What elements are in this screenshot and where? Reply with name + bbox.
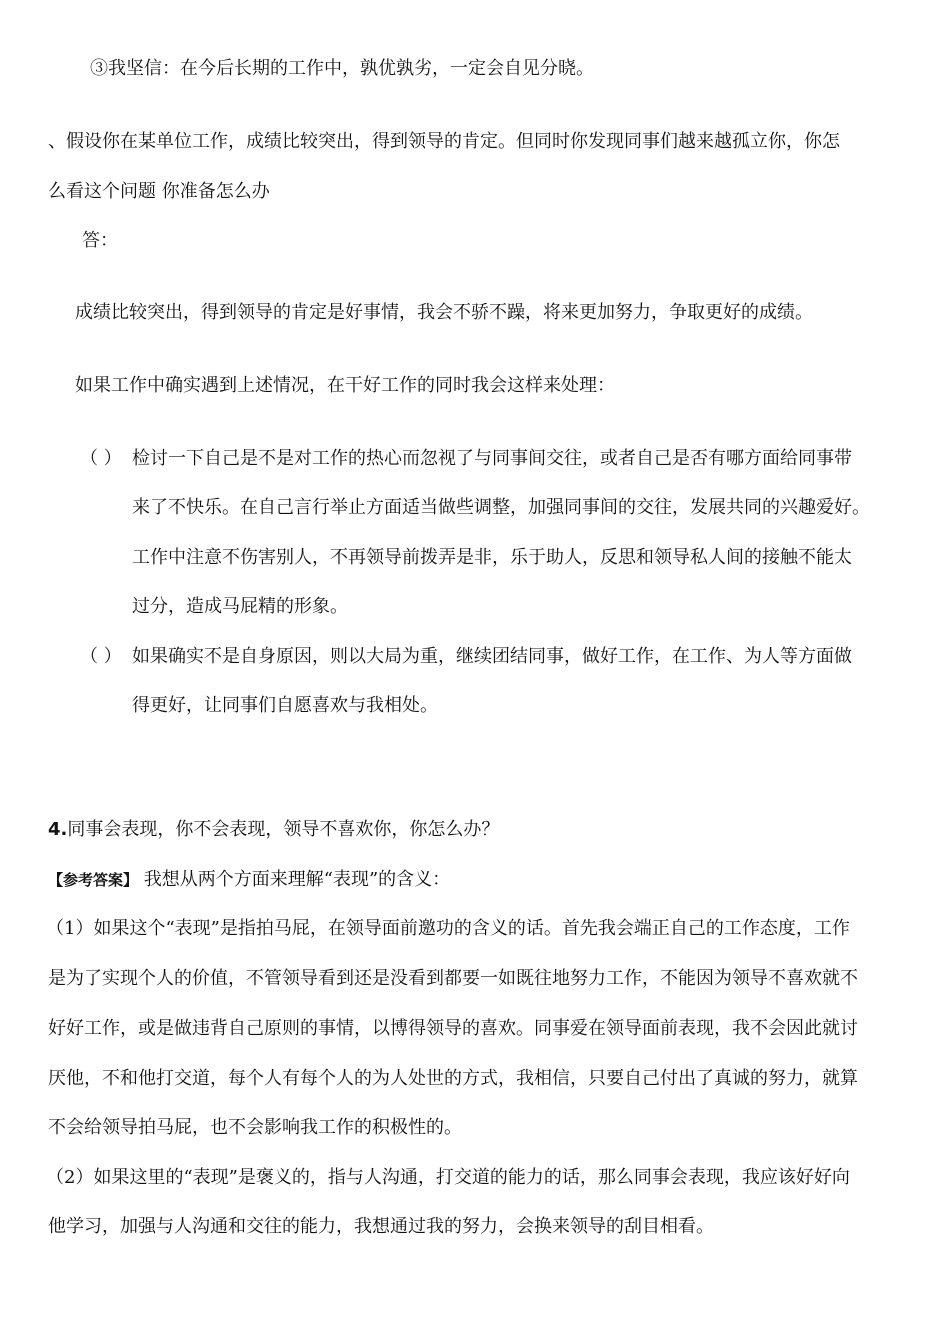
answer-label: 答： [82,230,118,251]
answer-1-line-5: 不会给领导拍马屁，也不会影响我工作的积极性的。 [48,1117,462,1138]
list-marker-1: （ ） [80,448,122,469]
question-3-line-1: 、假设你在某单位工作，成绩比较突出，得到领导的肯定。但同时你发现同事们越来越孤立你，你怎 [48,131,840,152]
question-4-text: 同事会表现，你不会表现，领导不喜欢你，你怎么办？ [67,819,500,840]
list-item-1-line-1: 检讨一下自己是不是对工作的热心而忽视了与同事间交往，或者自己是否有哪方面给同事带 [132,448,852,469]
list-item-2-line-1: 如果确实不是自身原因，则以大局为重，继续团结同事，做好工作，在工作、为人等方面做 [132,646,852,667]
list-item-1-line-3: 工作中注意不伤害别人，不再领导前拨弄是非，乐于助人，反思和领导私人间的接触不能太 [132,547,852,568]
answer-paragraph-2: 如果工作中确实遇到上述情况，在干好工作的同时我会这样来处理： [75,375,615,396]
answer-1-line-3: 好好工作，或是做违背自己原则的事情，以博得领导的喜欢。同事爱在领导面前表现，我不会因此就讨 [48,1018,858,1039]
reference-answer-label: 【参考答案】 [48,871,139,889]
answer-paragraph-1: 成绩比较突出，得到领导的肯定是好事情，我会不骄不躁，将来更加努力，争取更好的成绩。 [75,302,813,323]
answer-2-line-1: （2）如果这里的“表现”是褒义的，指与人沟通，打交道的能力的话，那么同事会表现，我应该好好向 [46,1167,850,1188]
list-item-2-line-2: 得更好，让同事们自愿喜欢与我相处。 [132,695,438,716]
answer-1-line-2: 是为了实现个人的价值，不管领导看到还是没看到都要一如既往地努力工作，不能因为领导不喜欢就不 [48,968,858,989]
list-item-1-line-2: 来了不快乐。在自己言行举止方面适当做些调整，加强同事间的交往，发展共同的兴趣爱好。 [132,497,870,518]
question-4 [48,818,499,842]
paragraph-line: ③我坚信：在今后长期的工作中，孰优孰劣，一定会自见分晓。 [90,58,594,79]
answer-1-line-1: （1）如果这个“表现”是指拍马屁，在领导面前邀功的含义的话。首先我会端正自己的工作态度，工作 [46,918,850,939]
answer-2-line-2: 他学习，加强与人沟通和交往的能力，我想通过我的努力，会换来领导的刮目相看。 [48,1216,714,1237]
reference-answer-intro [48,868,450,892]
question-3-line-2: 么看这个问题 你准备怎么办 [48,181,270,202]
list-marker-2: （ ） [80,646,122,667]
list-item-1-line-4: 过分，造成马屁精的形象。 [132,596,348,617]
answer-1-line-4: 厌他，不和他打交道，每个人有每个人的为人处世的方式，我相信，只要自己付出了真诚的努力，就算 [48,1068,858,1089]
reference-answer-text: 我想从两个方面来理解“表现”的含义： [138,869,451,890]
question-4-number: 4. [48,819,68,840]
